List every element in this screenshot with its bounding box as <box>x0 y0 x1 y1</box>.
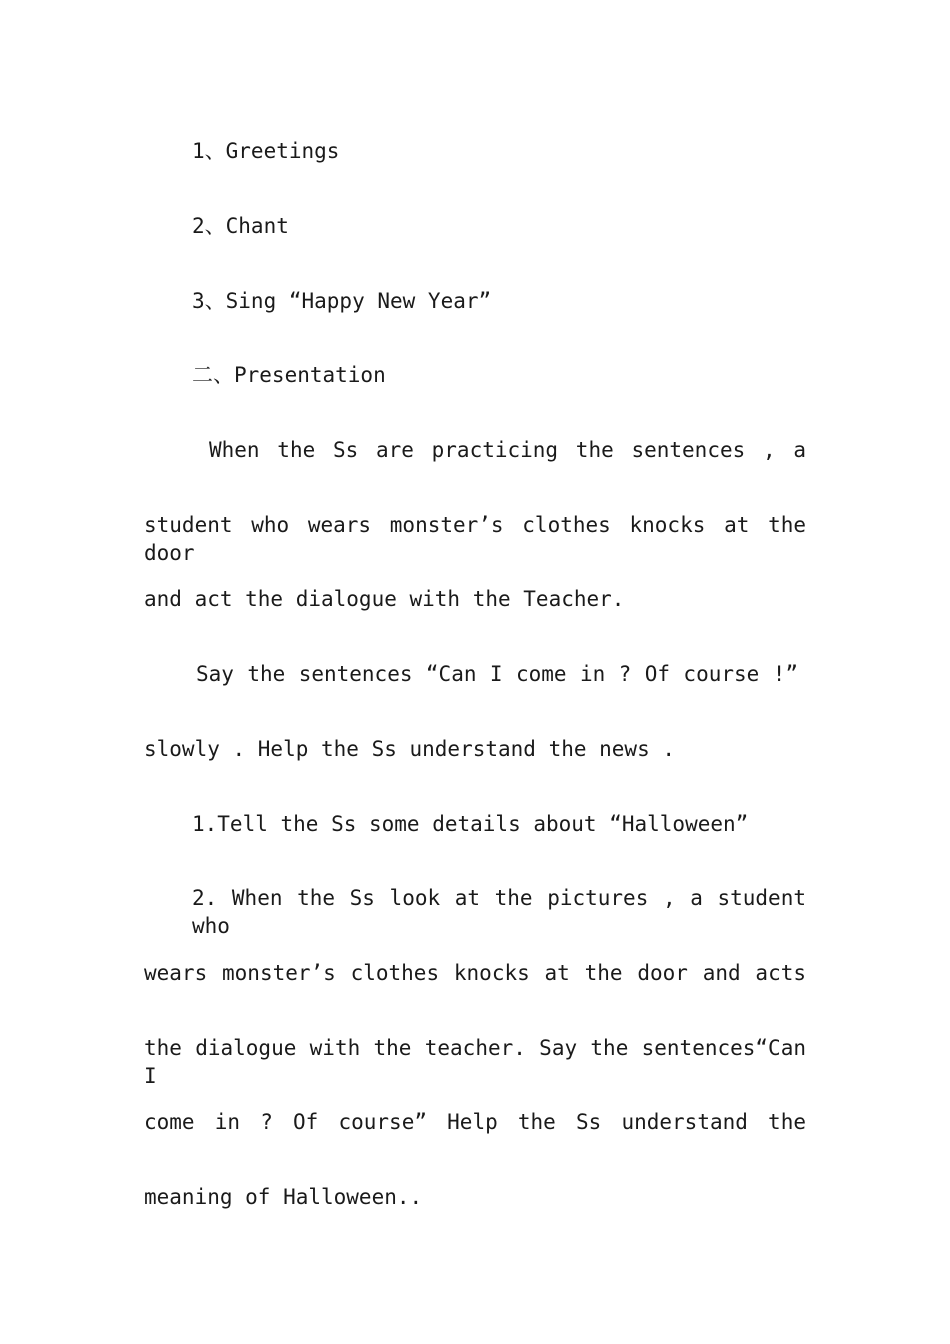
paragraph-line: and act the dialogue with the Teacher. <box>144 587 625 611</box>
paragraph-line: 2. When the Ss look at the pictures , a student who <box>192 886 806 938</box>
list-item-chant: 2、Chant <box>192 214 289 238</box>
paragraph-line: come in ? Of course” Help the Ss understand the <box>144 1110 806 1134</box>
list-item-sing: 3、Sing “Happy New Year” <box>192 289 492 313</box>
paragraph-line: When the Ss are practicing the sentences , a <box>209 438 806 462</box>
paragraph-line: slowly . Help the Ss understand the news . <box>144 737 676 761</box>
paragraph-line: meaning of Halloween.. <box>144 1185 423 1209</box>
paragraph-line: student who wears monster’s clothes knocks at the door <box>144 513 806 565</box>
paragraph-line: wears monster’s clothes knocks at the door and acts <box>144 961 806 985</box>
paragraph-line: the dialogue with the teacher. Say the sentences“Can I <box>144 1036 806 1088</box>
list-item-details: 1.Tell the Ss some details about “Halloween” <box>192 812 749 836</box>
paragraph-line: Say the sentences “Can I come in ? Of course !” <box>196 662 798 686</box>
section-heading-presentation: 二、Presentation <box>192 363 386 387</box>
list-item-greetings: 1、Greetings <box>192 139 340 163</box>
